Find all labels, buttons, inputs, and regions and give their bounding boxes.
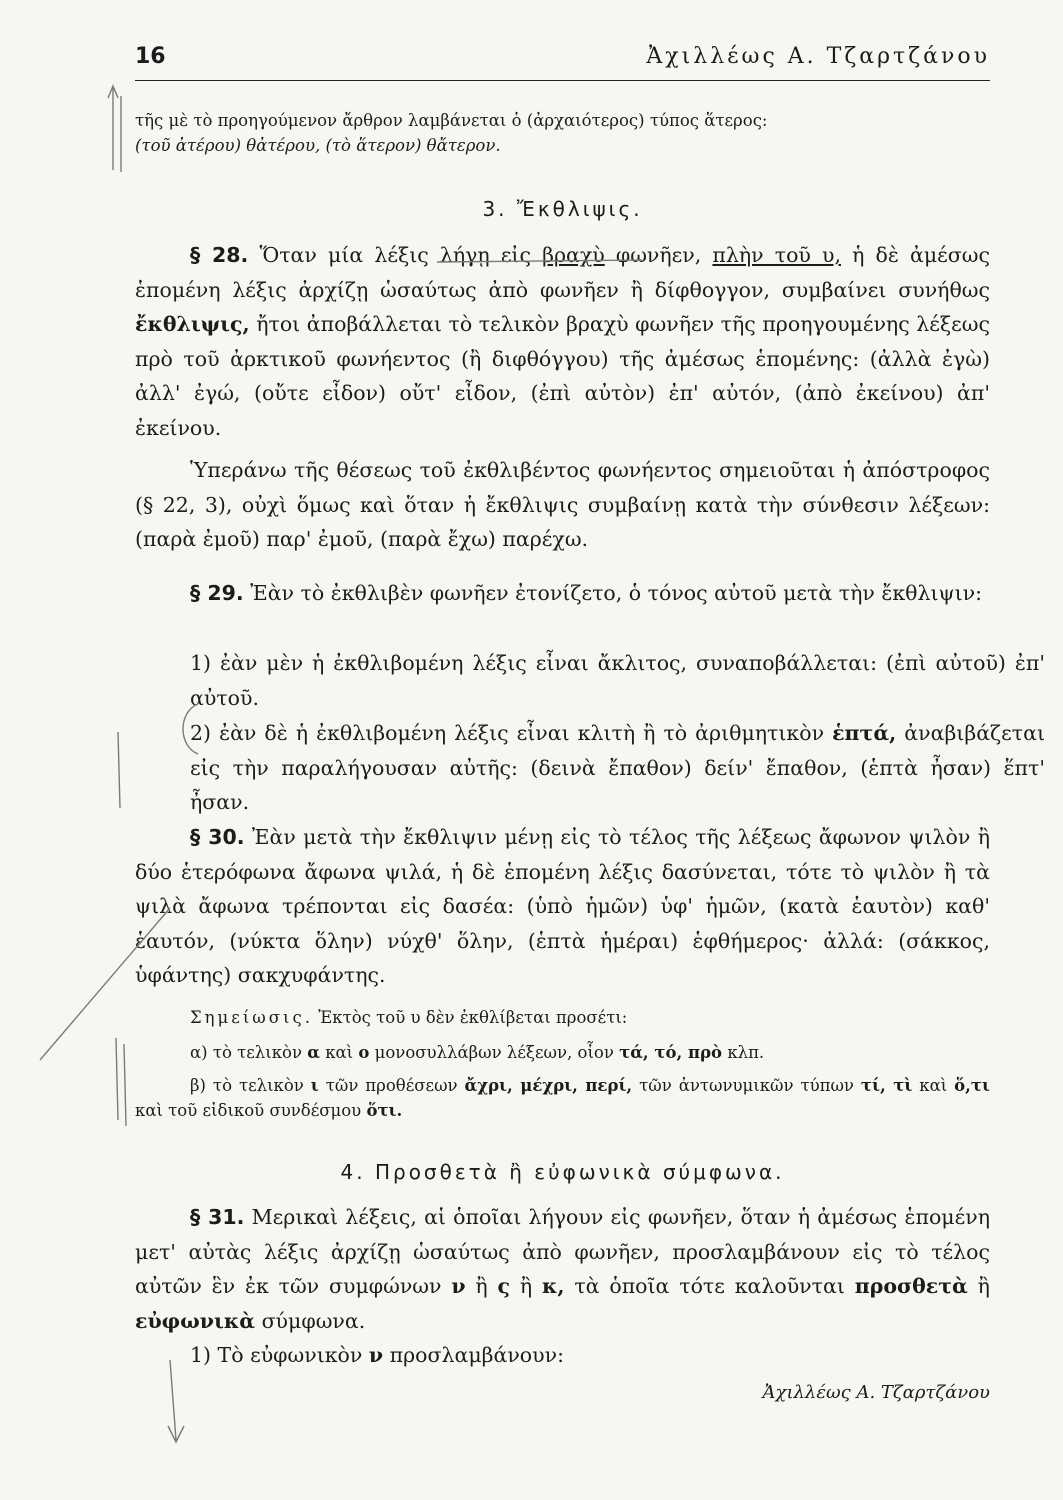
paragraph-number: § 29. <box>190 581 244 605</box>
note-examples: ὅτι. <box>366 1101 403 1120</box>
paragraph-text: φωνῆεν, <box>604 243 713 267</box>
item-text: 2) ἐὰν δὲ ἡ ἐκθλιβομένη λέξις εἶναι κλιτὴ ἢ τὸ ἀριθμητικὸν <box>190 721 833 745</box>
term-prostheta: προσθετὰ <box>854 1274 968 1298</box>
item-text: προσλαμβάνουν: <box>383 1343 564 1367</box>
note-examples: ἄχρι, μέχρι, περί, <box>464 1076 633 1095</box>
note-text: καὶ <box>912 1076 955 1095</box>
page-number: 16 <box>135 44 166 69</box>
note-text: β) τὸ τελικὸν <box>190 1076 311 1095</box>
author-signature: Ἀχιλλέως Α. Τζαρτζάνου <box>762 1382 990 1403</box>
paragraph-text: Ἐὰν τὸ ἐκθλιβὲν φωνῆεν ἐτονίζετο, ὁ τόνος αὐτοῦ μετὰ τὴν ἔκθλιψιν: <box>243 581 983 605</box>
margin-line-item-2 <box>118 732 120 808</box>
margin-arrow-bottom <box>168 1360 184 1442</box>
letter-sigma: ς <box>497 1274 510 1298</box>
letter-alpha: α <box>307 1043 320 1062</box>
letter-iota: ι <box>310 1076 319 1095</box>
note-examples: τά, τό, πρὸ <box>619 1043 723 1062</box>
paragraph-number: § 31. <box>190 1205 245 1229</box>
intro-line-1: τῆς μὲ τὸ προηγούμενον ἄρθρον λαμβάνεται ὁ (ἀρχαιότερος) τύπος ἅτερος: <box>135 111 768 130</box>
note-text: καὶ <box>319 1043 359 1062</box>
paragraph-text: Ὅταν μία λέξις λήγῃ εἰς <box>248 243 543 267</box>
paragraph-text: Ἐὰν μετὰ τὴν ἔκθλιψιν μένῃ εἰς τὸ τέλος τῆς λέξεως ἄφωνον ψιλὸν ἢ δύο ἑτερόφωνα ἄφωνα ψιλά, ἡ δὲ ἑπομένη λέξις δασύνεται, τότε τὸ ψιλὸν ἢ τὰ ψιλὰ ἄφωνα τρέπονται εἰς δασέα: (ὑπὸ ἡμῶν) ὑφ' ἡμῶν, (κατὰ ἑαυτὸν) καθ' ἑαυτόν, (νύκτα ὅλην) νύχθ' ὅλην, (ἑπτὰ ἡμέραι) ἑφθήμερος· ἀλλά: (σάκκος, ὑφάντης) σακχυφάντης. <box>135 825 991 987</box>
note-text: μονοσυλλάβων λέξεων, οἷον <box>369 1043 620 1062</box>
note-text: Ἐκτὸς τοῦ υ δὲν ἐκθλίβεται προσέτι: <box>312 1008 628 1027</box>
section-heading-ekthlipsis: 3. Ἔκθλιψις. <box>482 197 643 221</box>
note-text: τῶν προθέσεων <box>318 1076 465 1095</box>
paragraph-number: § 30. <box>190 825 245 849</box>
letter-kappa: κ, <box>541 1274 565 1298</box>
note-examples: τί, τὶ <box>860 1076 913 1095</box>
paragraph-number: § 28. <box>190 243 249 267</box>
paragraph-text: ἢ <box>465 1274 498 1298</box>
note-text: κλπ. <box>722 1043 765 1062</box>
margin-arrow-top-1 <box>108 86 118 170</box>
underline-pencil-28 <box>437 260 642 262</box>
note-text: καὶ τοῦ εἰδικοῦ συνδέσμου <box>135 1101 367 1120</box>
item-text: 1) Τὸ εὐφωνικὸν <box>190 1343 369 1367</box>
paragraph-text: Μερικαὶ λέξεις, αἱ ὁποῖαι λήγουν εἰς φωνῆεν, ὅταν ἡ ἀμέσως ἑπομένη μετ' αὐτὰς λέξις ἀρχίζῃ ὡσαύτως ἀπὸ φωνῆεν, προσλαμβάνουν εἰς τὸ τέλος αὐτῶν ἓν ἐκ τῶν συμφώνων <box>135 1205 990 1298</box>
intro-line-2: (τοῦ ἀτέρου) θἀτέρου, (τὸ ἅτερον) θἄτερον. <box>135 136 501 155</box>
paragraph-text: ἡ δὲ ἀμέσως ἑπομένη λέξις ἀρχίζῃ ὡσαύτως ἀπὸ φωνῆεν ἢ δίφθογγον, συμβαίνει συνήθως <box>135 243 990 302</box>
paragraph-text: ἢ <box>967 1274 990 1298</box>
running-head: Ἀχιλλέως Α. Τζαρτζάνου <box>646 44 990 69</box>
letter-omicron: ο <box>358 1043 370 1062</box>
note-label: Σημείωσις. <box>190 1008 313 1027</box>
item-text: ἀναβιβάζεται εἰς τὴν παραλήγουσαν αὐτῆς: (δεινὰ ἔπαθον) δείν' ἔπαθον, (ἑπτὰ ἦσαν) ἕπτ' ἦσαν. <box>190 721 1045 814</box>
letter-nu: ν <box>368 1343 384 1367</box>
term-euphonika: εὐφωνικὰ <box>135 1308 256 1333</box>
section-heading-euphonic: 4. Προσθετὰ ἢ εὐφωνικὰ σύμφωνα. <box>340 1160 785 1184</box>
paragraph-text: σύμφωνα. <box>255 1308 366 1333</box>
underlined-word: βραχὺ <box>542 243 605 267</box>
margin-slash <box>40 908 170 1060</box>
paragraph-text: ἢ <box>510 1274 542 1298</box>
note-text: τῶν ἀντωνυμικῶν τύπων <box>632 1076 861 1095</box>
margin-double-line-2 <box>124 1044 126 1126</box>
margin-circle-mark <box>183 704 198 754</box>
term-ekthlipsis: ἔκθλιψις, <box>135 312 250 336</box>
paragraph-text: τὰ ὁποῖα τότε καλοῦνται <box>564 1274 855 1298</box>
paragraph-29-item-1: 1) ἐὰν μὲν ἡ ἐκθλιβομένη λέξις εἶναι ἄκλιτος, συναποβάλλεται: (ἐπὶ αὐτοῦ) ἐπ' αὐτοῦ. <box>190 651 1045 710</box>
paragraph-text: ἤτοι ἀποβάλλεται τὸ τελικὸν βραχὺ φωνῆεν τῆς προηγουμένης λέξεως πρὸ τοῦ ἀρκτικοῦ φωνήεντος (ἢ διφθόγγου) τῆς ἀμέσως ἑπομένης: (ἀλλὰ ἐγὼ) ἀλλ' ἐγώ, (οὔτε εἶδον) οὔτ' εἶδον, (ἐπὶ αὐτὸν) ἐπ' αὐτόν, (ἀπὸ ἐκείνου) ἀπ' ἐκείνου. <box>135 312 990 440</box>
paragraph-28-apostrophe: Ὑπεράνω τῆς θέσεως τοῦ ἐκθλιβέντος φωνήεντος σημειοῦται ἡ ἀπόστροφος (§ 22, 3), οὐχὶ ὅμως καὶ ὅταν ἡ ἔκθλιψις συμβαίνῃ κατὰ τὴν σύνθεσιν λέξεων: (παρὰ ἐμοῦ) παρ' ἐμοῦ, (παρὰ ἔχω) παρέχω. <box>135 458 990 551</box>
note-text: α) τὸ τελικὸν <box>190 1043 308 1062</box>
underlined-phrase: πλὴν τοῦ υ, <box>712 243 841 267</box>
note-examples: ὅ,τι <box>954 1076 990 1095</box>
margin-double-line-1 <box>116 1038 118 1120</box>
letter-nu: ν <box>451 1274 466 1298</box>
term-hepta: ἑπτά, <box>832 721 897 745</box>
